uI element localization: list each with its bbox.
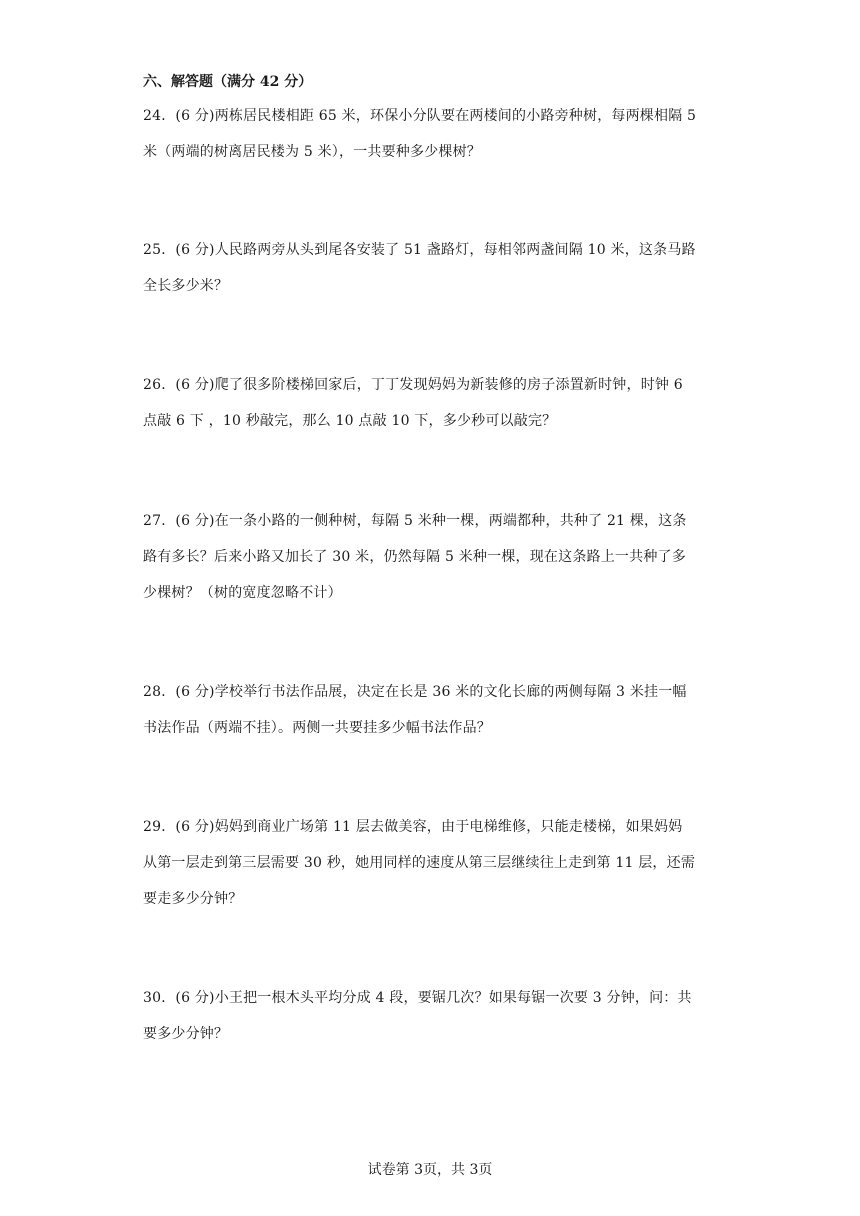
question-30-line-2: 要多少分钟？ bbox=[143, 1026, 229, 1042]
question-27 bbox=[143, 503, 723, 611]
section-title: 六、解答题（满分 42 分） bbox=[143, 74, 313, 90]
question-26-line-1: 26．(6 分)爬了很多阶楼梯回家后，丁丁发现妈妈为新装修的房子添置新时钟，时钟 6 bbox=[143, 377, 683, 393]
question-25 bbox=[143, 232, 723, 304]
question-29-line-2: 从第一层走到第三层需要 30 秒，她用同样的速度从第三层继续往上走到第 11 层，还需 bbox=[143, 855, 696, 871]
question-25-line-2: 全长多少米？ bbox=[143, 278, 229, 294]
question-30 bbox=[143, 980, 723, 1052]
question-29-line-3: 要走多少分钟？ bbox=[143, 891, 243, 907]
question-26 bbox=[143, 367, 723, 439]
question-27-line-2: 路有多长？后来小路又加长了 30 米，仍然每隔 5 米种一棵，现在这条路上一共种了多 bbox=[143, 549, 686, 565]
question-29 bbox=[143, 809, 723, 917]
question-30-line-1: 30．(6 分)小王把一根木头平均分成 4 段，要锯几次？如果每锯一次要 3 分钟，问：共 bbox=[143, 990, 692, 1006]
question-25-line-1: 25．(6 分)人民路两旁从头到尾各安装了 51 盏路灯，每相邻两盏间隔 10 米，这条马路 bbox=[143, 242, 696, 258]
page-footer: 试卷第 3页，共 3页 bbox=[367, 1162, 493, 1178]
question-24-line-2: 米（两端的树离居民楼为 5 米），一共要种多少棵树？ bbox=[143, 144, 482, 160]
question-28-line-1: 28．(6 分)学校举行书法作品展，决定在长是 36 米的文化长廊的两侧每隔 3 米挂一幅 bbox=[143, 684, 687, 700]
question-28-line-2: 书法作品（两端不挂）。两侧一共要挂多少幅书法作品？ bbox=[143, 720, 491, 736]
question-26-line-2: 点敲 6 下 ，10 秒敲完，那么 10 点敲 10 下，多少秒可以敲完？ bbox=[143, 413, 557, 429]
question-24-line-1: 24．(6 分)两栋居民楼相距 65 米，环保小分队要在两楼间的小路旁种树，每两棵相隔 5 bbox=[143, 108, 697, 124]
question-27-line-1: 27．(6 分)在一条小路的一侧种树，每隔 5 米种一棵，两端都种，共种了 21 棵，这条 bbox=[143, 513, 687, 529]
question-27-line-3: 少棵树？（树的宽度忽略不计） bbox=[143, 585, 342, 601]
question-28 bbox=[143, 674, 723, 746]
question-29-line-1: 29．(6 分)妈妈到商业广场第 11 层去做美容，由于电梯维修，只能走楼梯，如果妈妈 bbox=[143, 819, 683, 835]
question-24 bbox=[143, 98, 723, 170]
